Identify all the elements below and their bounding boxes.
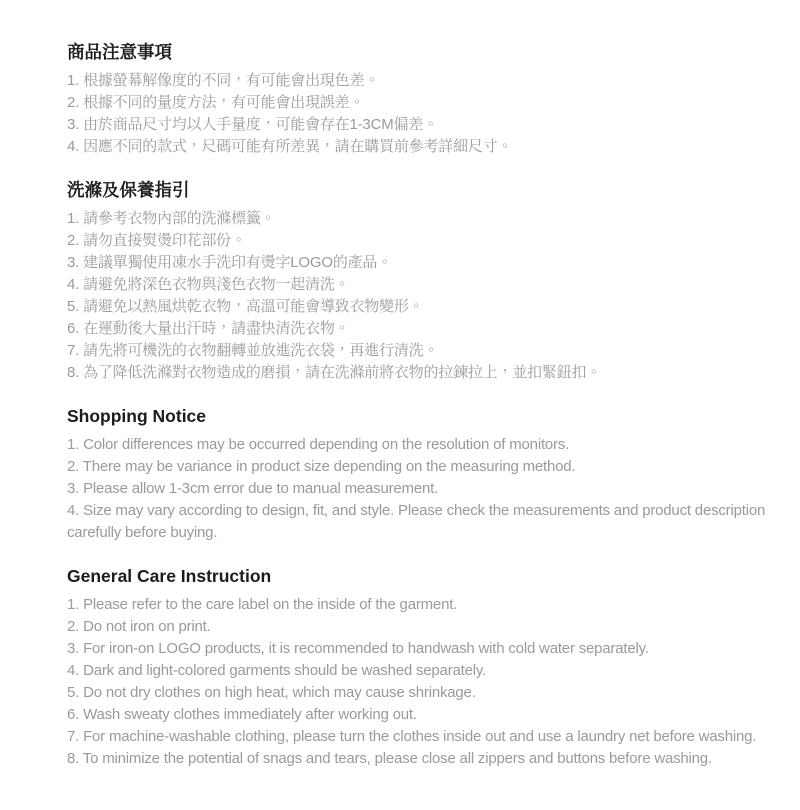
list-item: 6. Wash sweaty clothes immediately after working out. xyxy=(67,706,417,723)
list-item: 2. There may be variance in product size depending on the measuring method. xyxy=(67,458,576,475)
section-title: Shopping Notice xyxy=(67,406,207,426)
list-item: 2. 根據不同的量度方法，有可能會出現誤差。 xyxy=(67,94,365,111)
care-list xyxy=(67,208,779,384)
list-item: 3. 由於商品尺寸均以人手量度，可能會存在1-3CM偏差。 xyxy=(67,116,438,133)
section-washing-care-guide-zh xyxy=(67,178,779,384)
list-item: 5. Do not dry clothes on high heat, which may cause shrinkage. xyxy=(67,684,476,701)
list-item: 8. 為了降低洗滌對衣物造成的磨損，請在洗滌前將衣物的拉鍊拉上，並扣緊鈕扣。 xyxy=(67,364,602,381)
list-item: 8. To minimize the potential of snags and tears, please close all zippers and buttons before washing. xyxy=(67,750,712,767)
list-item: 1. 根據螢幕解像度的不同，有可能會出現色差。 xyxy=(67,72,380,89)
list-item: 4. 請避免將深色衣物與淺色衣物一起清洗。 xyxy=(67,276,350,293)
section-title: 洗滌及保養指引 xyxy=(67,180,190,200)
section-title: 商品注意事項 xyxy=(67,42,172,62)
notice-list xyxy=(67,434,779,544)
list-item: 7. 請先將可機洗的衣物翻轉並放進洗衣袋，再進行清洗。 xyxy=(67,342,439,359)
list-item: 4. Dark and light-colored garments should be washed separately. xyxy=(67,662,487,679)
list-item: 2. 請勿直接熨燙印花部份。 xyxy=(67,232,246,249)
list-item: 6. 在運動後大量出汗時，請盡快清洗衣物。 xyxy=(67,320,350,337)
list-item: 4. 因應不同的款式，尺碼可能有所差異，請在購買前參考詳細尺寸。 xyxy=(67,138,513,155)
list-item: 3. For iron-on LOGO products, it is recommended to handwash with cold water separately. xyxy=(67,640,649,657)
notice-list xyxy=(67,70,779,158)
section-shopping-notice-en xyxy=(67,404,779,544)
list-item: 7. For machine-washable clothing, please turn the clothes inside out and use a laundry net before washing. xyxy=(67,728,757,745)
care-list xyxy=(67,594,779,770)
list-item: 3. Please allow 1-3cm error due to manual measurement. xyxy=(67,480,439,497)
list-item: 3. 建議單獨使用凍水手洗印有燙字LOGO的產品。 xyxy=(67,254,393,271)
list-item: 1. Color differences may be occurred depending on the resolution of monitors. xyxy=(67,436,570,453)
section-general-care-instruction-en xyxy=(67,564,779,770)
list-item: 2. Do not iron on print. xyxy=(67,618,211,635)
list-item: 4. Size may vary according to design, fit, and style. Please check the measurements and product description carefully before buying. xyxy=(67,502,766,541)
section-product-notice-zh xyxy=(67,40,779,158)
list-item: 5. 請避免以熱風烘乾衣物，高溫可能會導致衣物變形。 xyxy=(67,298,424,315)
list-item: 1. Please refer to the care label on the inside of the garment. xyxy=(67,596,458,613)
list-item: 1. 請參考衣物內部的洗滌標籤。 xyxy=(67,210,276,227)
section-title: General Care Instruction xyxy=(67,566,272,586)
